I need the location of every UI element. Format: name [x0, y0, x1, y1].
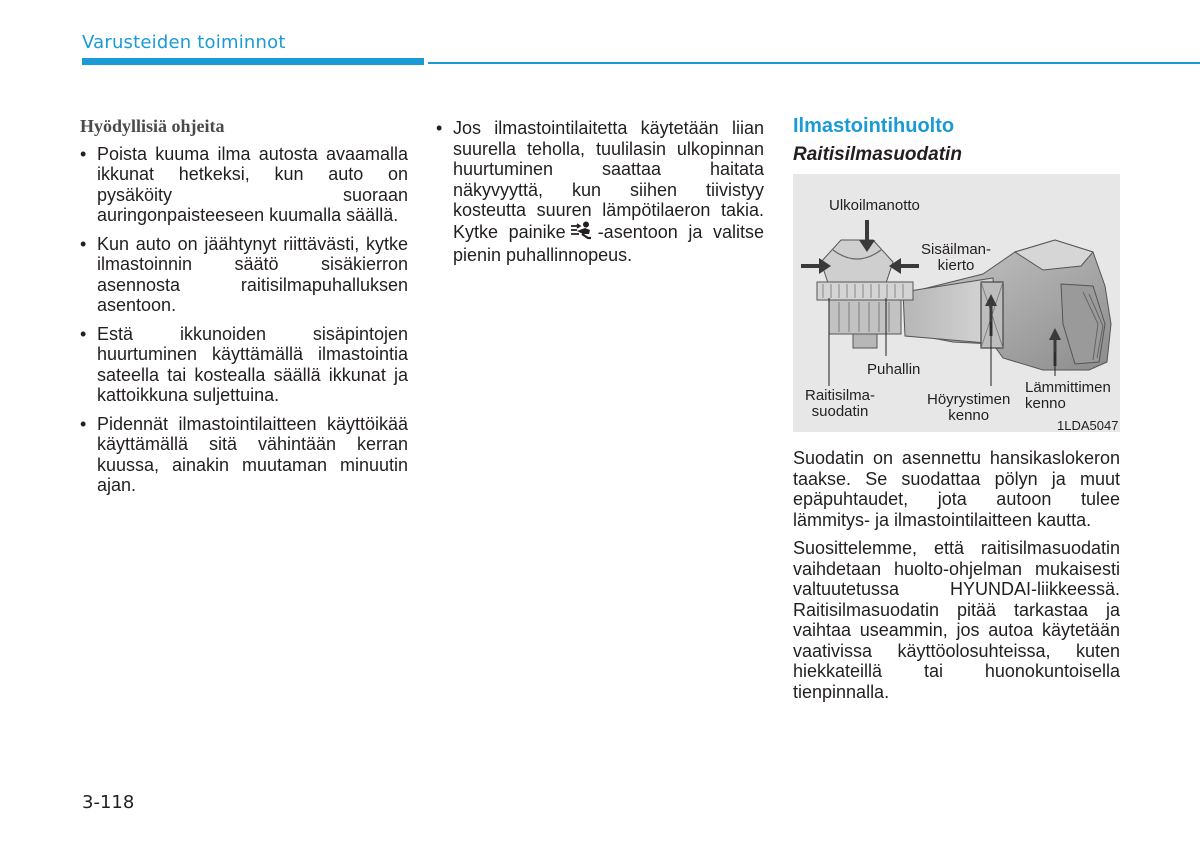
label-air-filter: Raitisilma- suodatin: [805, 387, 876, 420]
tips-list-continued: [436, 118, 764, 266]
figure-code: 1LDA5047: [1057, 418, 1119, 432]
air-filter-diagram: [793, 174, 1120, 432]
list-item-text-end: -asentoon ja valitse pienin puhallinnopeus.: [453, 221, 765, 265]
header-rule-thin: [428, 62, 1200, 64]
list-item: • Estä ikkunoiden sisäpintojen huurtuminen käyttämällä ilmastointia sateella tai kostealla säällä ikkunat ja kattoikkuna suljettuina.: [80, 324, 408, 406]
label-outside-air: Ulkoilmanotto: [829, 197, 920, 214]
air-flow-face-icon: [570, 221, 594, 246]
tips-heading: Hyödyllisiä ohjeita: [80, 116, 225, 136]
paragraph: Suodatin on asennettu hansikaslokeron taakse. Se suodattaa pölyn ja muut epäpuhtaudet, jota autoon tulee lämmitys- ja ilmastointilaitteen kautta.: [793, 448, 1120, 530]
subsection-title: Raitisilmasuodatin: [793, 143, 962, 165]
list-item: • Kun auto on jäähtynyt riittävästi, kytke ilmastoinnin säätö sisäkierron asennosta raitisilmapuhalluksen asentoon.: [80, 234, 408, 316]
tips-list: [80, 144, 408, 496]
paragraph: Suosittelemme, että raitisilmasuodatin vaihdetaan huolto-ohjelman mukaisesti valtuutetussa HYUNDAI-liikkeessä. Raitisilmasuodatin pitää tarkastaa ja vaihtaa useammin, jos autoa käytetään vaativissa käyttöolosuhteissa, kuten hiekkateillä tai huonokuntoisella tienpinnalla.: [793, 538, 1120, 702]
column-middle: [436, 118, 764, 274]
label-recirculation: Sisäilman- kierto: [921, 241, 992, 274]
header-rule-thick: [82, 58, 424, 65]
list-item: [436, 118, 764, 266]
column-right: [793, 116, 1120, 710]
column-left: [80, 116, 408, 504]
section-title: Ilmastointihuolto: [793, 115, 955, 137]
list-item-text-start: Jos ilmastointilaitetta käytetään liian suurella teholla, tuulilasin ulkopinnan huurtuminen saattaa haitata näkyvyyttä, kun siihen tiivistyy kosteutta suuren lämpötilaeron takia. Kytke painike: [453, 118, 764, 242]
page-number: 3-118: [82, 792, 135, 813]
label-heater-core: Lämmittimen kenno: [1025, 379, 1111, 412]
list-item: • Pidennät ilmastointilaitteen käyttöikää käyttämällä sitä vähintään kerran kuussa, ainakin muutaman minuutin ajan.: [80, 414, 408, 496]
label-evaporator-core: Höyrystimen kenno: [927, 391, 1011, 424]
label-blower: Puhallin: [867, 361, 921, 378]
list-item: • Poista kuuma ilma autosta avaamalla ikkunat hetkeksi, kun auto on pysäköity suoraan auringonpaisteeseen kuumalla säällä.: [80, 144, 408, 226]
section-header-title: Varusteiden toiminnot: [82, 32, 286, 53]
